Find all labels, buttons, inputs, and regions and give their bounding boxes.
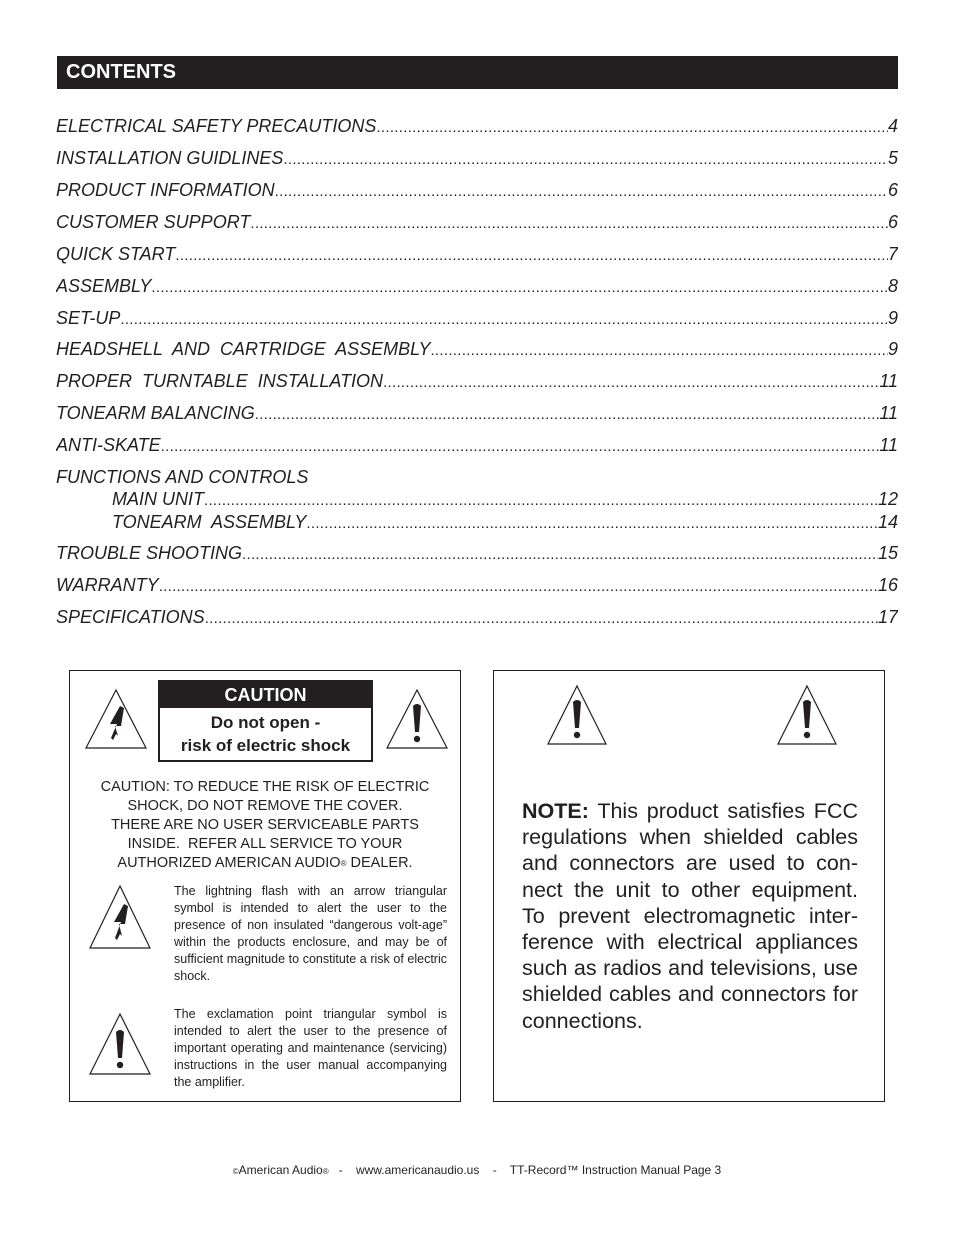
toc-label: MAIN UNIT	[112, 489, 204, 509]
warning-line	[84, 854, 446, 873]
toc-item-warranty[interactable]	[56, 575, 898, 599]
toc-leader	[161, 438, 880, 455]
toc-label: WARRANTY	[56, 575, 159, 595]
toc-leader	[159, 578, 878, 595]
toc-leader	[205, 610, 878, 627]
toc-page: 11	[879, 435, 898, 455]
toc-item-main-unit[interactable]	[112, 489, 898, 513]
exclamation-triangle-icon	[546, 684, 608, 746]
caution-subtitle	[160, 708, 371, 757]
registered-mark: ®	[322, 1167, 329, 1176]
toc-leader	[383, 374, 879, 391]
fcc-note-text	[522, 798, 858, 1034]
warning-line-part: DEALER.	[346, 855, 413, 871]
toc-page: 15	[877, 543, 898, 563]
toc-leader	[376, 119, 888, 136]
toc-label: SPECIFICATIONS	[56, 607, 205, 627]
lightning-symbol-description: The lightning flash with an arrow triangular symbol is intended to alert the user to the presence of non insulated “dangerous volt-age” within the products enclosure, and may be of sufficient magnitude to constitute a risk of electric shock.	[174, 884, 447, 983]
toc-item-installation[interactable]	[56, 148, 898, 172]
warning-line-part: AUTHORIZED AMERICAN AUDIO	[117, 855, 341, 871]
toc-leader	[275, 183, 888, 200]
caution-warning-text	[84, 778, 446, 873]
toc-leader	[306, 515, 878, 532]
toc-label: CUSTOMER SUPPORT	[56, 212, 251, 232]
warning-line: THERE ARE NO USER SERVICEABLE PARTS	[111, 817, 419, 833]
warning-line: INSIDE. REFER ALL SERVICE TO YOUR	[127, 836, 403, 852]
toc-item-specifications[interactable]	[56, 607, 898, 631]
toc-heading-functions: FUNCTIONS AND CONTROLS	[56, 467, 309, 487]
toc-page: 12	[877, 489, 898, 509]
toc-label: PRODUCT INFORMATION	[56, 180, 275, 200]
toc-leader	[430, 342, 888, 359]
toc-item-anti-skate[interactable]	[56, 435, 898, 459]
toc-item-assembly[interactable]	[56, 276, 898, 300]
toc-label: ASSEMBLY	[56, 276, 152, 296]
toc-label: TONEARM BALANCING	[56, 403, 255, 423]
toc-item-tonearm-assembly[interactable]	[112, 512, 898, 536]
caution-title: CAUTION	[160, 682, 371, 708]
toc-page: 14	[877, 512, 898, 532]
toc-label: ELECTRICAL SAFETY PRECAUTIONS	[56, 116, 377, 136]
toc-label: INSTALLATION GUIDLINES	[56, 148, 284, 168]
toc-leader	[151, 279, 888, 296]
toc-item-product-information[interactable]	[56, 180, 898, 204]
toc-leader	[250, 215, 888, 232]
caution-subtitle-line: risk of electric shock	[180, 736, 351, 755]
toc-item-quick-start[interactable]	[56, 244, 898, 268]
exclamation-symbol-description: The exclamation point triangular symbol is intended to alert the user to the presence of important operating and maintenance (servicing) instructions in the user manual accompanying the amplifier.	[174, 1007, 447, 1089]
toc-page: 5	[887, 148, 898, 168]
toc-leader	[242, 546, 878, 563]
lightning-triangle-icon	[88, 884, 152, 950]
toc-leader	[120, 311, 888, 328]
page-footer	[0, 1162, 954, 1180]
toc-leader	[255, 406, 880, 423]
toc-page: 9	[887, 308, 898, 328]
lightning-triangle-icon	[84, 688, 148, 750]
toc-label: SET-UP	[56, 308, 121, 328]
toc-label: TROUBLE SHOOTING	[56, 543, 243, 563]
toc-page: 11	[879, 403, 898, 423]
warning-line: CAUTION: TO REDUCE THE RISK OF ELECTRIC	[100, 779, 430, 795]
toc-item-trouble-shooting[interactable]	[56, 543, 898, 567]
exclamation-triangle-icon	[776, 684, 838, 746]
toc-page: 11	[879, 371, 898, 391]
footer-brand: American Audio	[238, 1163, 323, 1177]
exclamation-triangle-icon	[385, 688, 449, 750]
caution-subtitle-line: Do not open -	[210, 713, 321, 732]
toc-leader	[175, 247, 888, 264]
toc-label: ANTI-SKATE	[56, 435, 161, 455]
toc-item-customer-support[interactable]	[56, 212, 898, 236]
toc-page: 6	[887, 180, 898, 200]
toc-label: QUICK START	[56, 244, 176, 264]
toc-item-set-up[interactable]	[56, 308, 898, 332]
toc-item-turntable-installation[interactable]	[56, 371, 898, 395]
note-body: This product satisfies FCC regulations when shielded cables and connectors are used to con-nect the unit to other equipment. To prevent electromagnetic inter-ference with electrical appliances such as radios and televisions, use shielded cables and connectors for connections.	[522, 799, 858, 1033]
toc-page: 7	[887, 244, 898, 264]
caution-label	[158, 680, 373, 762]
toc-page: 8	[887, 276, 898, 296]
toc-item-headshell[interactable]	[56, 339, 898, 363]
toc-label: PROPER TURNTABLE INSTALLATION	[56, 371, 384, 391]
toc-leader	[204, 492, 878, 509]
exclamation-triangle-icon	[88, 1012, 152, 1076]
note-label: NOTE:	[522, 799, 589, 823]
warning-line: SHOCK, DO NOT REMOVE THE COVER.	[127, 798, 403, 814]
footer-text: - www.americanaudio.us - TT-Record™ Instruction Manual Page 3	[328, 1163, 722, 1177]
copyright-mark: ©	[232, 1167, 239, 1176]
toc-item-electrical-safety[interactable]	[56, 116, 898, 140]
toc-page: 9	[887, 339, 898, 359]
toc-page: 16	[877, 575, 898, 595]
toc-item-tonearm-balancing[interactable]	[56, 403, 898, 427]
toc-label: TONEARM ASSEMBLY	[112, 512, 307, 532]
toc-page: 4	[887, 116, 898, 136]
toc-leader	[283, 151, 888, 168]
toc-page: 17	[877, 607, 898, 627]
toc-page: 6	[887, 212, 898, 232]
registered-mark: ®	[340, 859, 347, 868]
contents-header: CONTENTS	[57, 56, 898, 89]
toc-label: HEADSHELL AND CARTRIDGE ASSEMBLY	[56, 339, 431, 359]
